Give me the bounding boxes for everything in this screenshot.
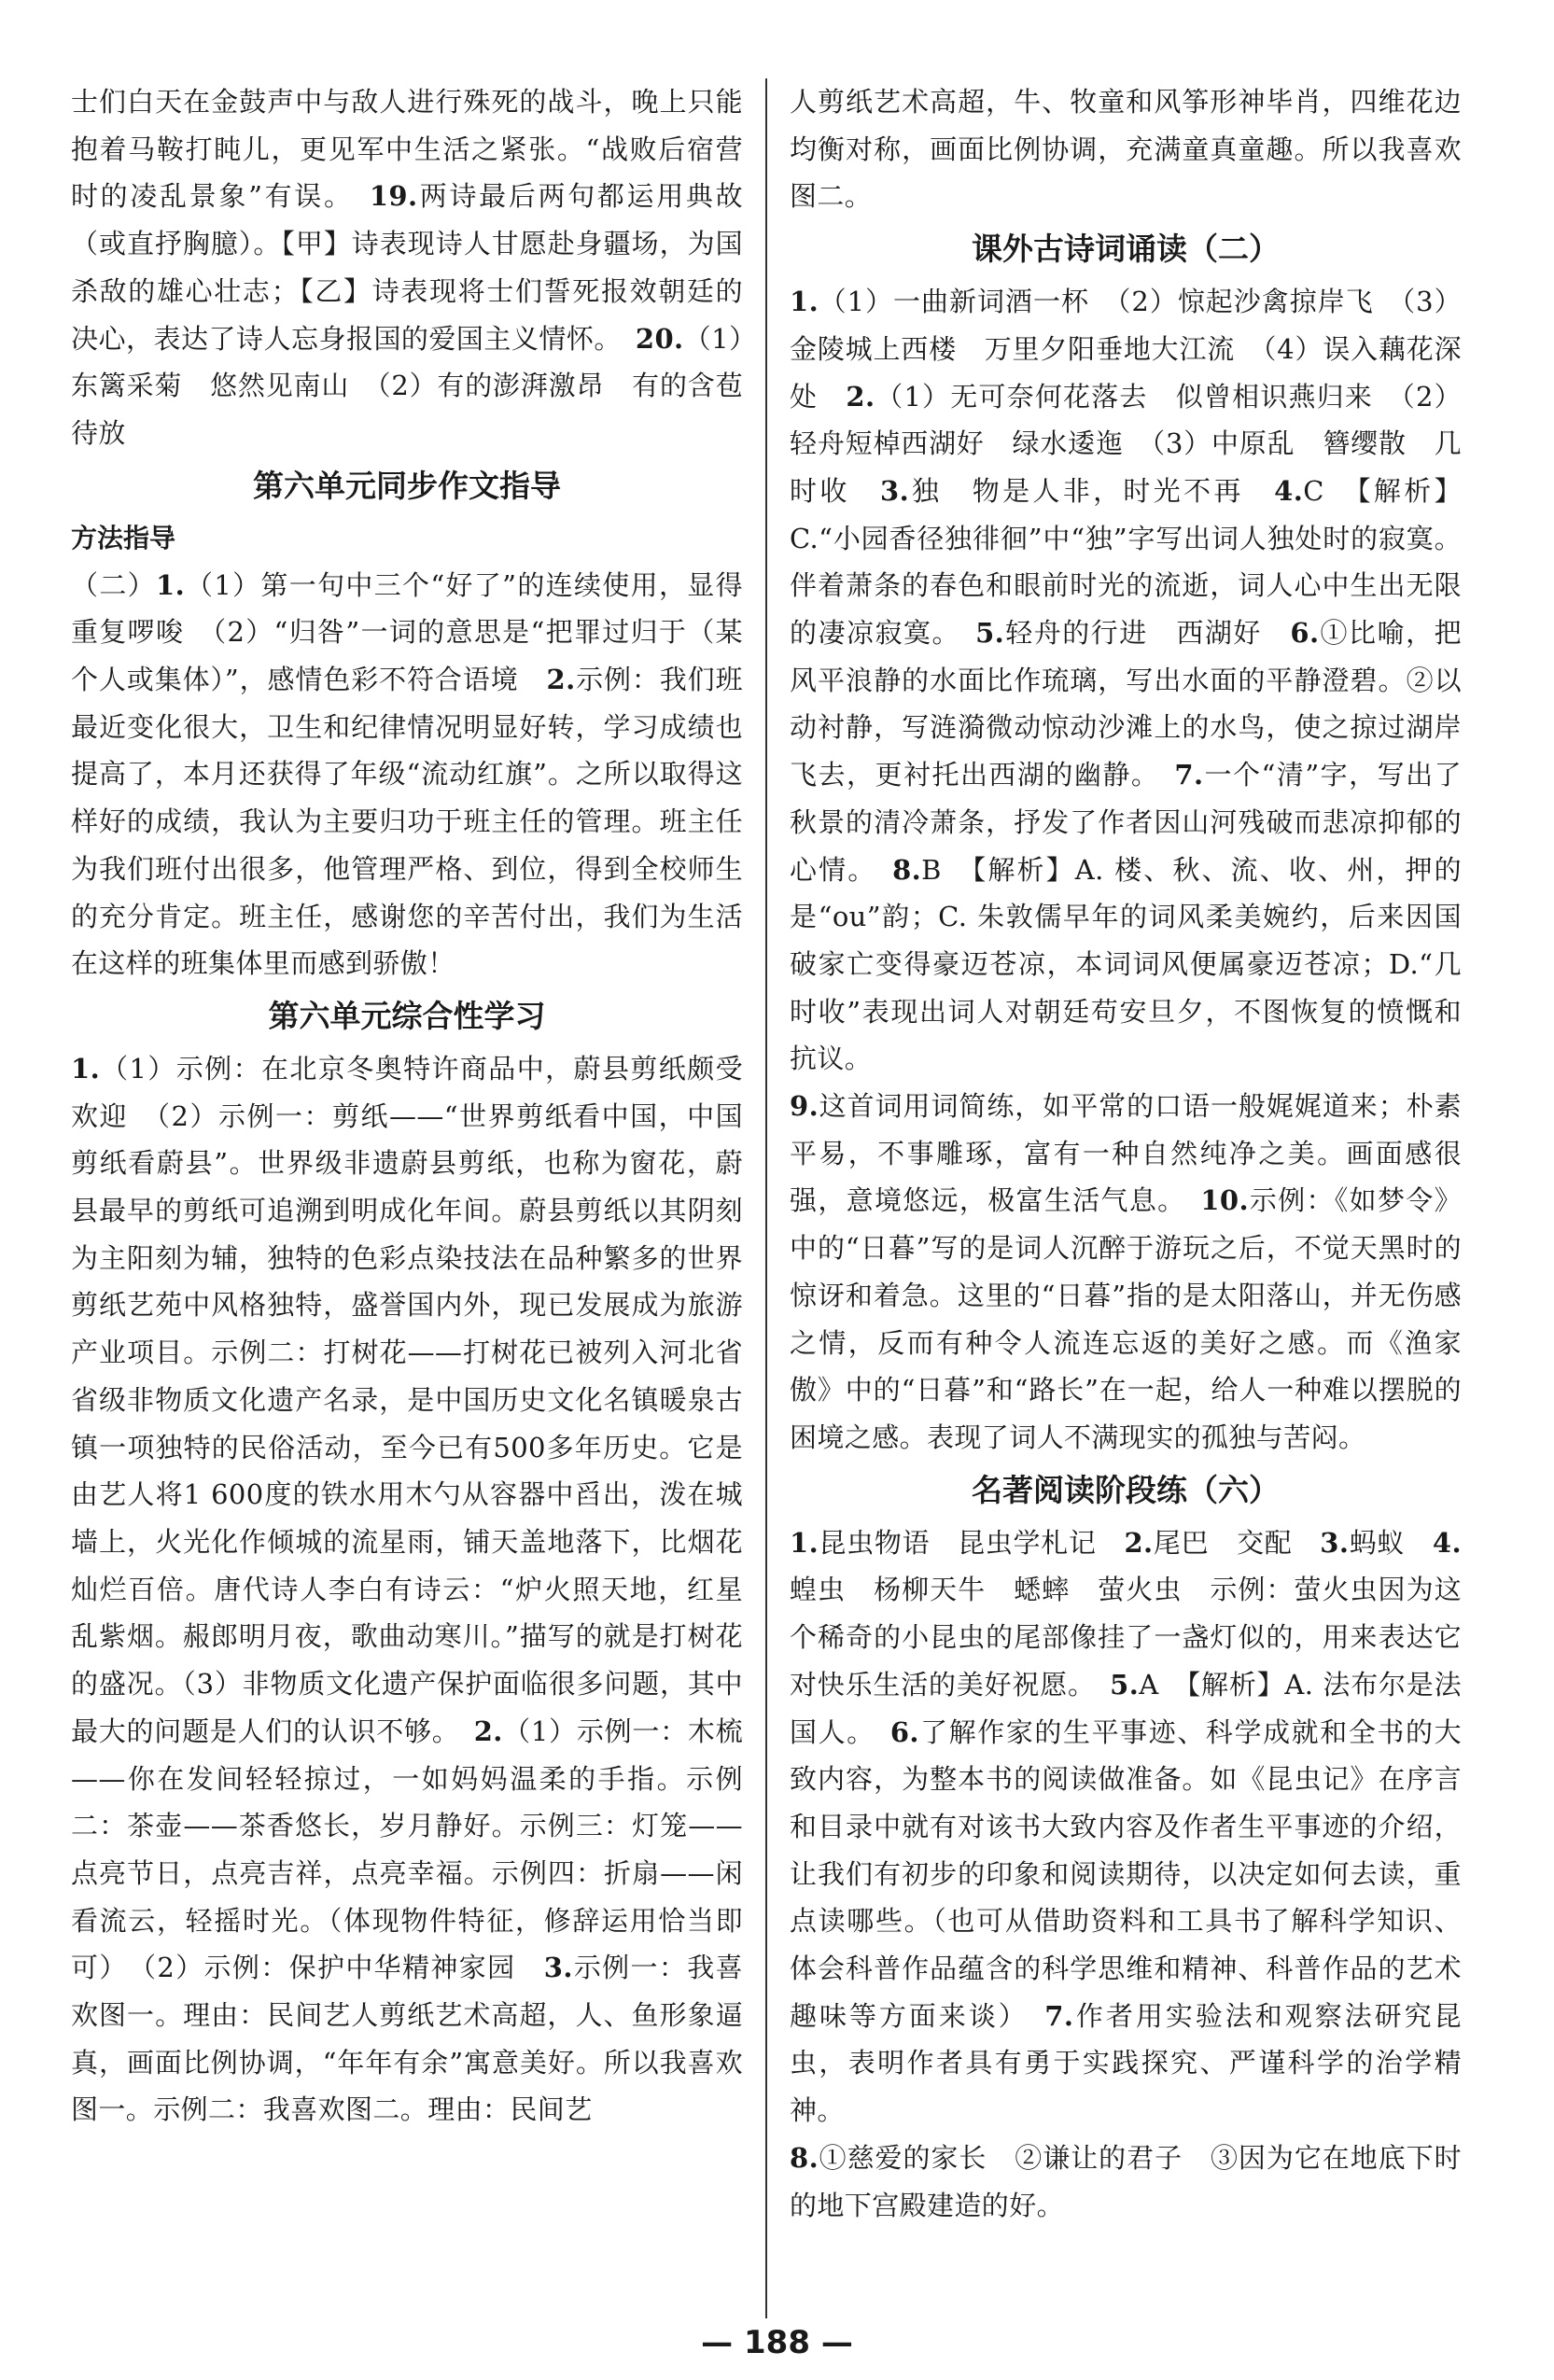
answer-text: （1）示例一：木梳——你在发间轻轻掠过，一如妈妈温柔的手指。示例二：茶壶——茶香悠长，岁月静好。示例三：灯笼——点亮节日，点亮吉祥，点亮幸福。示例四：折扇——闲看流云，轻摇时光。（体现物件特征，修辞运用恰当即可） （2）示例：保护中华精神家园 — [71, 1715, 743, 1984]
question-number: 1. — [155, 568, 186, 601]
answer-text: 示例：《如梦令》中的“日暮”写的是词人沉醉于游玩之后，不觉天黑时的惊讶和着急。这里的“日暮”指的是太阳落山，并无伤感之情，反而有种令人流连忘返的美好之感。而《渔家傲》中的“日暮”和“路长”在一起，给人一种难以摆脱的困境之感。表现了词人不满现实的孤独与苦闷。 — [790, 1184, 1463, 1453]
answer-text: 示例一：我喜欢图一。理由：民间艺人剪纸艺术高超，人、鱼形象逼真，画面比例协调，“年年有余”寓意美好。所以我喜欢图一。示例二：我喜欢图二。理由：民间艺 — [71, 1952, 743, 2126]
question-number: 1. — [71, 1052, 101, 1085]
answer-text: （1）示例：在北京冬奥特许商品中，蔚县剪纸颇受欢迎 （2）示例一：剪纸——“世界剪纸看中国，中国剪纸看蔚县”。世界级非遗蔚县剪纸，也称为窗花，蔚县最早的剪纸可追溯到明成化年间。蔚县剪纸以其阴刻为主阳刻为辅，独特的色彩点染技法在品种繁多的世界剪纸艺苑中风格独特，盛誉国内外，现已发展成为旅游产业项目。示例二：打树花——打树花已被列入河北省省级非物质文化遗产名录，是中国历史文化名镇暖泉古镇一项独特的民俗活动，至今已有500多年历史。它是由艺人将1 600度的铁水用木勺从容器中舀出，泼在城墙上，火光化作倾城的流星雨，铺天盖地落下，比烟花灿烂百倍。唐代诗人李白有诗云：“炉火照天地，红星乱紫烟。赧郎明月夜，歌曲动寒川。”描写的就是打树花的盛况。（3）非物质文化遗产保护面临很多问题，其中最大的问题是人们的认识不够。 — [71, 1052, 743, 1747]
answer-text: 士们白天在金鼓声中与敌人进行殊死的战斗，晚上只能抱着马鞍打盹儿，更见军中生活之紧张。“战败后宿营时的凌乱景象”有误。 — [71, 86, 743, 213]
answer-text: ①慈爱的家长 ②谦让的君子 ③因为它在地底下时的地下宫殿建造的好。 — [790, 2141, 1462, 2221]
answer-text: 作者用实验法和观察法研究昆虫，表明作者具有勇于实践探究、严谨科学的治学精神。 — [790, 1999, 1463, 2127]
page-number: — 188 — — [701, 2324, 853, 2361]
answer-text: ①比喻，把风平浪静的水面比作琉璃，写出水面的平静澄碧。②以动衬静，写涟漪微动惊动沙滩上的水鸟，使之掠过湖岸飞去，更衬托出西湖的幽静。 — [790, 617, 1462, 791]
answer-text: 人剪纸艺术高超，牛、牧童和风筝形神毕肖，四维花边均衡对称，画面比例协调，充满童真童趣。所以我喜欢图二。 — [790, 86, 1462, 213]
question-number: 8. — [892, 853, 922, 886]
question-number: 2. — [846, 380, 875, 413]
answer-block — [71, 78, 743, 457]
left-column — [71, 78, 743, 2134]
answer-text: （二） — [71, 568, 156, 601]
question-number: 4. — [1432, 1526, 1462, 1559]
question-number: 7. — [1044, 1999, 1074, 2032]
answer-block — [71, 1045, 743, 2134]
section-title-writing: 第六单元同步作文指导 — [253, 467, 561, 504]
answer-block — [71, 562, 743, 987]
answer-text: 昆虫物语 昆虫学札记 — [819, 1526, 1097, 1559]
answer-text: （1）无可奈何花落去 似曾相识燕归来 （2）轻舟短棹西湖好 绿水逶迤 （3）中原乱 簪缨散 几时收 — [790, 380, 1463, 507]
question-number: 5. — [975, 617, 1005, 650]
question-number: 1. — [790, 1526, 819, 1559]
answer-block — [790, 2135, 1462, 2229]
answer-text: （1）第一句中三个“好了”的连续使用，显得重复啰唆 （2）“归咎”一词的意思是“把罪过归于（某个人或集体）”，感情色彩不符合语境 — [71, 568, 743, 696]
answer-text: 两诗最后两句都运用典故（或直抒胸臆）。【甲】诗表现诗人甘愿赴身疆场，为国杀敌的雄心壮志；【乙】诗表现将士们誓死报效朝廷的决心，表达了诗人忘身报国的爱国主义情怀。 — [71, 180, 744, 355]
question-number: 1. — [790, 286, 819, 318]
question-number: 6. — [1290, 617, 1320, 650]
answer-text: B 【解析】A. 楼、秋、流、收、州，押的是“ou”韵；C. 朱敦儒早年的词风柔美婉约，后来因国破家亡变得豪迈苍凉，本词词风便属豪迈苍凉；D.“几时收”表现出词人对朝廷苟安旦夕，不图恢复的愤慨和抗议。 — [790, 853, 1463, 1075]
question-number: 4. — [1274, 474, 1304, 507]
question-number: 5. — [1110, 1668, 1140, 1701]
question-number: 7. — [1174, 759, 1204, 791]
question-number: 9. — [790, 1090, 819, 1123]
answer-text: 轻舟的行进 西湖好 — [1004, 617, 1262, 650]
question-number: 10. — [1200, 1184, 1249, 1217]
section-title-reading: 名著阅读阶段练（六） — [972, 1471, 1280, 1508]
question-number: 2. — [473, 1715, 503, 1747]
answer-text: 一个“清”字，写出了秋景的清冷萧条，抒发了作者因山河残破而悲凉抑郁的心情。 — [790, 759, 1463, 886]
question-number: 2. — [546, 664, 576, 696]
question-number: 8. — [790, 2141, 819, 2174]
question-number: 3. — [880, 474, 910, 507]
question-number: 3. — [1320, 1526, 1350, 1559]
right-column — [790, 78, 1462, 2229]
question-number: 2. — [1124, 1526, 1154, 1559]
question-number: 20. — [635, 322, 684, 355]
answer-text: 这首词用词简练，如平常的口语一般娓娓道来；朴素平易，不事雕琢，富有一种自然纯净之美。画面感很强，意境悠远，极富生活气息。 — [790, 1090, 1462, 1217]
answer-text: （1）一曲新词酒一杯 （2）惊起沙禽掠岸飞 （3）金陵城上西楼 万里夕阳垂地大江流 （4）误入藕花深处 — [790, 286, 1462, 413]
answer-block — [790, 1083, 1462, 1462]
answer-text: 示例：我们班最近变化很大，卫生和纪律情况明显好转，学习成绩也提高了，本月还获得了年级“流动红旗”。之所以取得这样好的成绩，我认为主要归功于班主任的管理。班主任为我们班付出很多，他管理严格、到位，得到全校师生的充分肯定。班主任，感谢您的辛苦付出，我们为生活在这样的班集体里而感到骄傲！ — [71, 664, 743, 980]
answer-block — [790, 278, 1462, 1083]
answer-text: A 【解析】A. 法布尔是法国人。 — [790, 1668, 1462, 1748]
section-title-poetry: 课外古诗词诵读（二） — [972, 231, 1280, 268]
answer-text: 了解作家的生平事迹、科学成就和全书的大致内容，为整本书的阅读做准备。如《昆虫记》在序言和目录中就有对该书大致内容及作者生平事迹的介绍，让我们有初步的印象和阅读期待，以决定如何去读，重点读哪些。（也可从借助资料和工具书了解科学知识、体会科普作品蕴含的科学思维和精神、科普作品的艺术趣味等方面来谈） — [790, 1715, 1462, 2032]
answer-block — [790, 78, 1462, 220]
answer-text: C 【解析】C.“小园香径独徘徊”中“独”字写出词人独处时的寂寞。伴着萧条的春色和眼前时光的流逝，词人心中生出无限的凄凉寂寞。 — [790, 474, 1462, 650]
answer-text: （1）东篱采菊 悠然见南山 （2）有的澎湃激昂 有的含苞待放 — [71, 322, 743, 449]
answer-text: 蚂蚁 — [1349, 1526, 1406, 1559]
question-number: 6. — [889, 1715, 919, 1748]
section-title-comprehensive: 第六单元综合性学习 — [268, 997, 546, 1034]
column-divider — [765, 78, 767, 2318]
question-number: 19. — [369, 180, 418, 213]
answer-block — [790, 1519, 1462, 2135]
answer-text: 独 物是人非，时光不再 — [909, 474, 1244, 507]
answer-text: 尾巴 交配 — [1153, 1526, 1293, 1559]
answer-text: 蝗虫 杨柳天牛 蟋蟀 萤火虫 示例：萤火虫因为这个稀奇的小昆虫的尾部像挂了一盏灯似的，用来表达它对快乐生活的美好祝愿。 — [790, 1574, 1462, 1701]
subsection-title: 方法指导 — [71, 522, 176, 553]
question-number: 3. — [543, 1952, 573, 1984]
